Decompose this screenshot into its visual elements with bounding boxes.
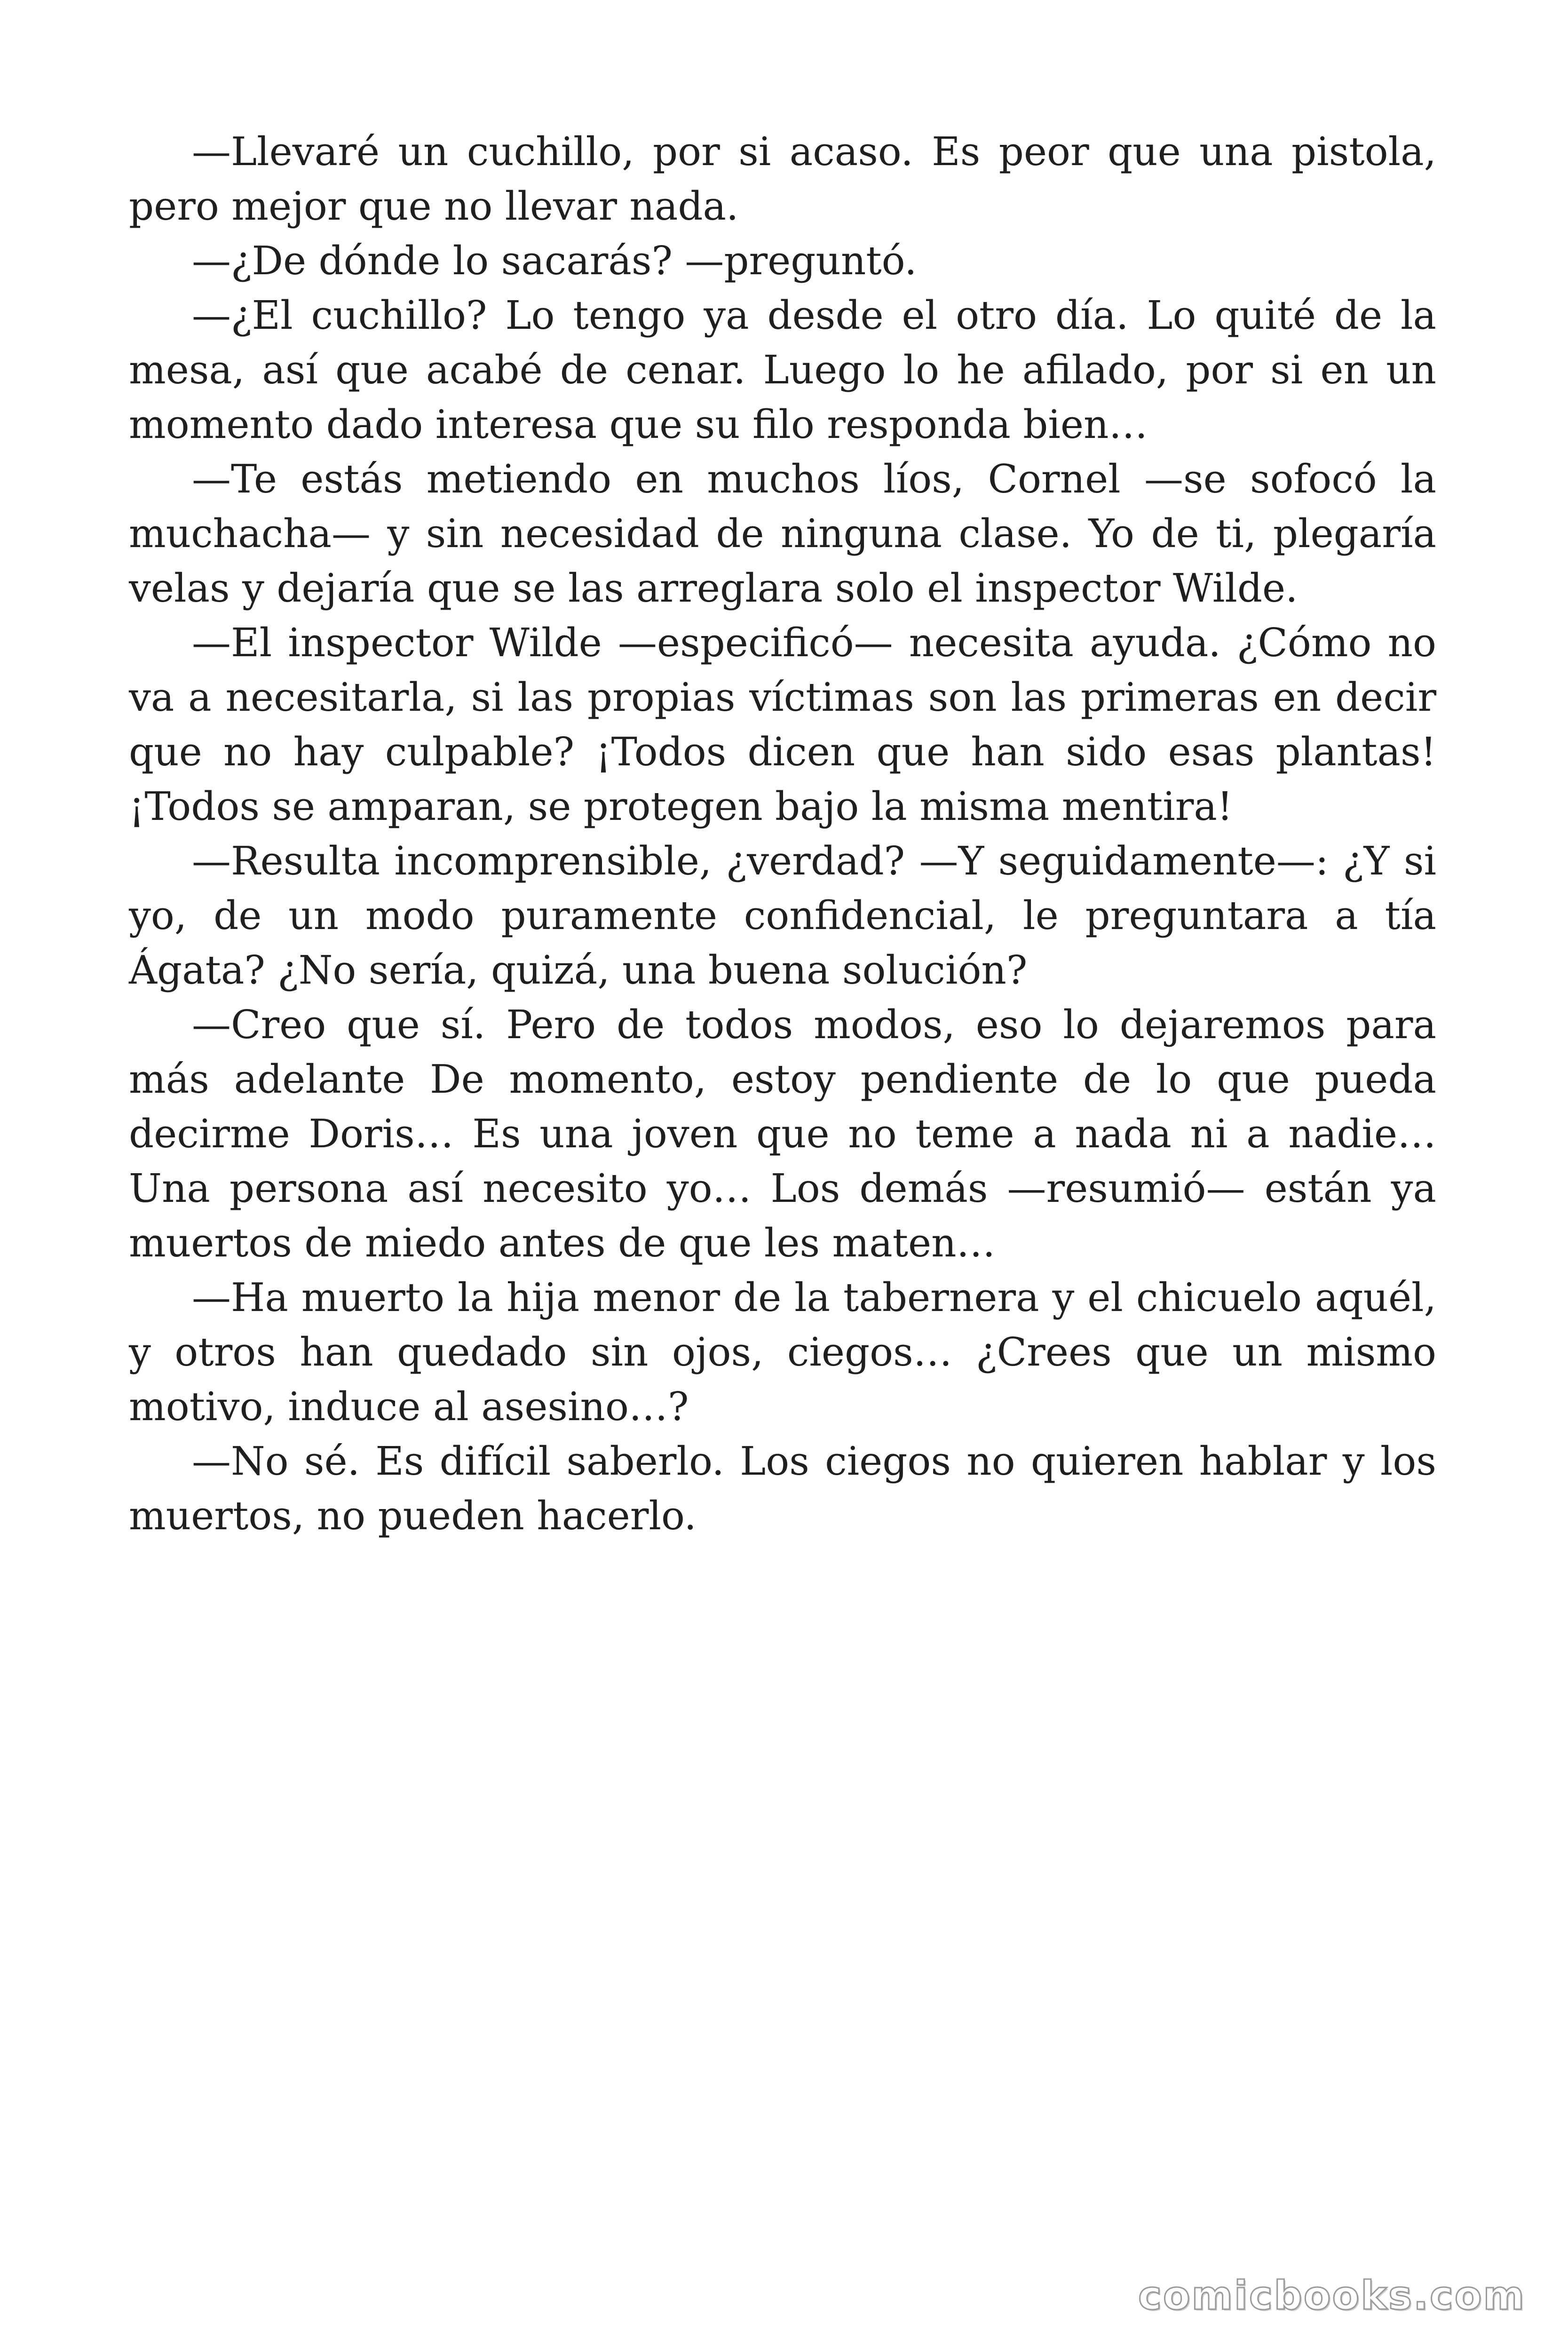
paragraph: —Te estás metiendo en muchos líos, Cornel —se sofocó la muchacha— y sin necesidad de ninguna clase. Yo de ti, plegaría velas y dejaría que se las arreglara solo el inspector Wilde. bbox=[129, 456, 1436, 611]
paragraph: —No sé. Es difícil saberlo. Los ciegos no quieren hablar y los muertos, no pueden hacerlo. bbox=[129, 1438, 1436, 1539]
paragraph: —¿De dónde lo sacarás? —preguntó. bbox=[192, 238, 917, 284]
paragraph: —Ha muerto la hija menor de la tabernera y el chicuelo aquél, y otros han quedado sin ojos, ciegos… ¿Crees que un mismo motivo, induce al asesino…? bbox=[129, 1275, 1436, 1430]
paragraph: —¿El cuchillo? Lo tengo ya desde el otro día. Lo quité de la mesa, así que acabé de cenar. Luego lo he afilado, por si en un momento dado interesa que su filo responda bien… bbox=[129, 293, 1436, 447]
paragraph: —Resulta incomprensible, ¿verdad? —Y seguidamente—: ¿Y si yo, de un modo puramente confidencial, le preguntara a tía Ágata? ¿No sería, quizá, una buena solución? bbox=[129, 838, 1436, 993]
paragraph: —Llevaré un cuchillo, por si acaso. Es peor que una pistola, pero mejor que no llevar nada. bbox=[129, 129, 1436, 229]
paragraph: —El inspector Wilde —especificó— necesita ayuda. ¿Cómo no va a necesitarla, si las propias víctimas son las primeras en decir que no hay culpable? ¡Todos dicen que han sido esas plantas! ¡Todos se amparan, se protegen bajo la misma mentira! bbox=[129, 620, 1436, 829]
paragraph: —Creo que sí. Pero de todos modos, eso lo dejaremos para más adelante De momento, estoy pendiente de lo que pueda decirme Doris… Es una joven que no teme a nada ni a nadie… Una persona así necesito yo… Los demás —resumió— están ya muertos de miedo antes de que les maten… bbox=[129, 1002, 1436, 1266]
body-text bbox=[129, 125, 1436, 1543]
watermark: comicbooks.com bbox=[1138, 2273, 1526, 2319]
